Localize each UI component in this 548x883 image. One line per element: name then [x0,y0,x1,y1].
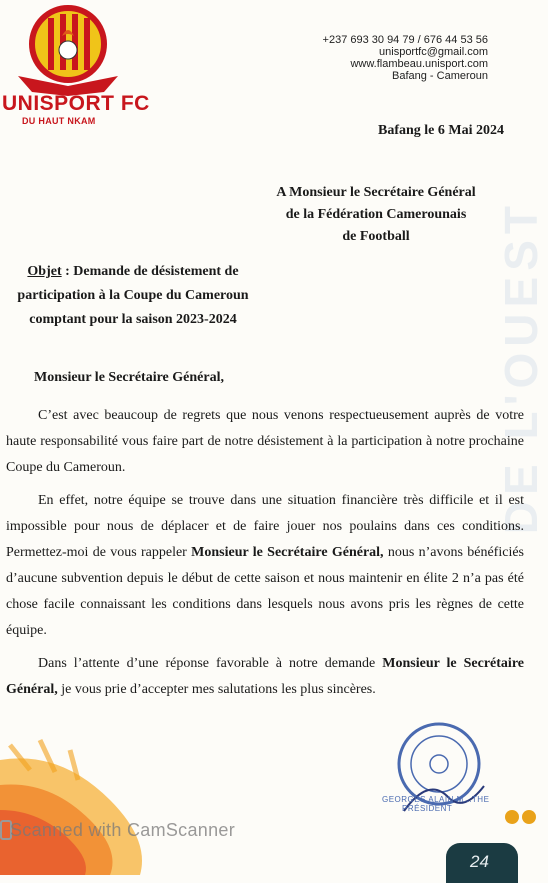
paragraph-text: Dans l’attente d’une réponse favorable à notre demande [38,656,383,671]
paragraph-emphasis: Monsieur le Secrétaire Général, [6,656,524,697]
paragraph-text: je vous prie d’accepter mes salutations les plus sincères. [57,682,376,697]
body-paragraph-3 [6,651,524,703]
decorative-swirl [0,740,170,875]
addressee-block [256,182,496,248]
signatory [382,795,489,813]
body-paragraph-1 [6,403,524,481]
salutation: Monsieur le Secrétaire Général, [34,370,224,385]
signatory-name: GEORGES ALAIN M...THE [382,795,490,804]
contact-phone: +237 693 30 94 79 / 676 44 53 56 [322,34,488,46]
club-name: UNISPORT FC [2,92,150,115]
subject-line: comptant pour la saison 2023-2024 [29,312,237,327]
subject-block [8,260,258,332]
badge-dot-icon [505,810,519,824]
subject-line: : Demande de désistement de [61,264,239,279]
signatory-title: PRÉSIDENT [402,804,453,813]
subject-line: participation à la Coupe du Cameroun [17,288,249,303]
paragraph-emphasis: Monsieur le Secrétaire Général, [191,545,384,560]
contact-email: unisportfc@gmail.com [379,46,488,58]
page-number: 24 [470,852,489,871]
paragraph-text: C’est avec beaucoup de regrets que nous venons respectueusement auprès de votre haute responsabilité vous faire part de notre désistement à la participation à notre prochaine Coupe du Cameroun. [6,408,524,475]
club-subtitle: DU HAUT NKAM [22,116,96,126]
addressee-line: de la Fédération Camerounais [285,207,467,222]
contact-block [323,34,488,82]
club-logo [18,4,118,96]
badge-dot-icon [522,810,536,824]
contact-website: www.flambeau.unisport.com [350,58,488,70]
addressee-line: de Football [342,229,410,244]
subject-label: Objet [27,264,62,279]
scanner-watermark: Scanned with CamScanner [10,820,236,840]
body-paragraph-2 [6,488,524,644]
contact-city: Bafang - Cameroun [392,70,488,82]
addressee-line: A Monsieur le Secrétaire Général [276,185,476,200]
watermark-text: DE L'OUEST [495,200,547,535]
paragraph-text: En effet, notre équipe se trouve dans une situation financière très difficile et il est impossible pour nous de déplacer et de faire jouer nos poulains dans ces conditions. Permettez-moi de vous rappeler [6,493,524,560]
paragraph-text: nous n’avons bénéficiés d’aucune subvention depuis le début de cette saison et nous maintenir en élite 2 n’a pas été chose facile connaissant les conditions dans lesquels nous avons pris les règnes de cette équipe. [6,545,524,638]
letter-date: Bafang le 6 Mai 2024 [378,123,504,138]
